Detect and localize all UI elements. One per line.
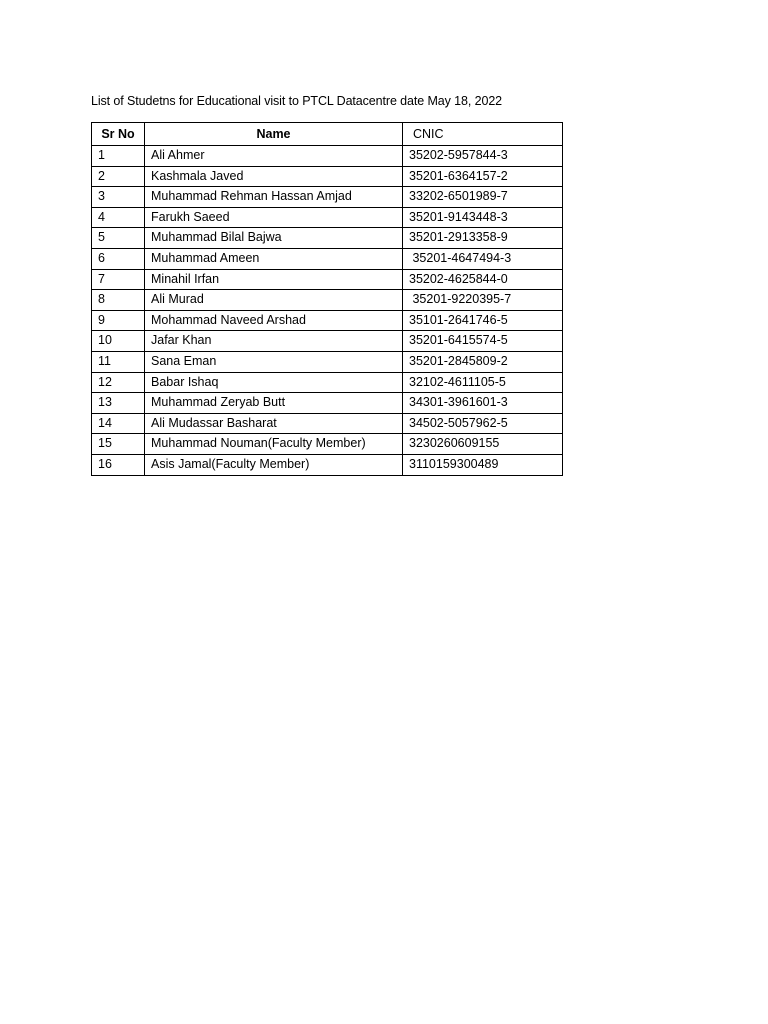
cell-cnic: 35201-2845809-2 xyxy=(403,351,563,372)
table-row xyxy=(92,372,563,393)
table-row xyxy=(92,393,563,414)
cell-cnic: 35201-9143448-3 xyxy=(403,207,563,228)
cell-cnic: 35202-4625844-0 xyxy=(403,269,563,290)
table-row xyxy=(92,269,563,290)
column-header-cnic: CNIC xyxy=(403,123,563,146)
cell-sr-no: 6 xyxy=(92,248,145,269)
student-list-table xyxy=(91,122,563,476)
table-row xyxy=(92,434,563,455)
cell-cnic: 34502-5057962-5 xyxy=(403,413,563,434)
cell-cnic: 35101-2641746-5 xyxy=(403,310,563,331)
table-row xyxy=(92,454,563,475)
cell-name: Muhammad Zeryab Butt xyxy=(145,393,403,414)
cell-name: Muhammad Rehman Hassan Amjad xyxy=(145,187,403,208)
table-row xyxy=(92,146,563,167)
cell-sr-no: 12 xyxy=(92,372,145,393)
cell-name: Sana Eman xyxy=(145,351,403,372)
table-row xyxy=(92,351,563,372)
cell-name: Asis Jamal(Faculty Member) xyxy=(145,454,403,475)
cell-sr-no: 16 xyxy=(92,454,145,475)
table-row xyxy=(92,413,563,434)
cell-name: Farukh Saeed xyxy=(145,207,403,228)
cell-cnic: 35201-9220395-7 xyxy=(403,290,563,311)
cell-sr-no: 15 xyxy=(92,434,145,455)
cell-cnic: 35201-6415574-5 xyxy=(403,331,563,352)
cell-name: Ali Ahmer xyxy=(145,146,403,167)
table-row xyxy=(92,310,563,331)
cell-name: Ali Murad xyxy=(145,290,403,311)
cell-cnic: 3110159300489 xyxy=(403,454,563,475)
document-title: List of Studetns for Educational visit to PTCL Datacentre date May 18, 2022 xyxy=(91,94,503,108)
column-header-sr-no: Sr No xyxy=(92,123,145,146)
cell-sr-no: 10 xyxy=(92,331,145,352)
cell-sr-no: 7 xyxy=(92,269,145,290)
table-row xyxy=(92,290,563,311)
cell-name: Kashmala Javed xyxy=(145,166,403,187)
cell-sr-no: 9 xyxy=(92,310,145,331)
cell-cnic: 35202-5957844-3 xyxy=(403,146,563,167)
cell-name: Mohammad Naveed Arshad xyxy=(145,310,403,331)
cell-cnic: 35201-4647494-3 xyxy=(403,248,563,269)
cell-sr-no: 1 xyxy=(92,146,145,167)
table-row xyxy=(92,166,563,187)
cell-cnic: 35201-2913358-9 xyxy=(403,228,563,249)
cell-name: Muhammad Bilal Bajwa xyxy=(145,228,403,249)
cell-sr-no: 2 xyxy=(92,166,145,187)
table-header-row xyxy=(92,123,563,146)
cell-cnic: 3230260609155 xyxy=(403,434,563,455)
cell-cnic: 33202-6501989-7 xyxy=(403,187,563,208)
cell-sr-no: 4 xyxy=(92,207,145,228)
cell-sr-no: 14 xyxy=(92,413,145,434)
cell-sr-no: 3 xyxy=(92,187,145,208)
cell-sr-no: 8 xyxy=(92,290,145,311)
cell-name: Jafar Khan xyxy=(145,331,403,352)
cell-cnic: 32102-4611105-5 xyxy=(403,372,563,393)
cell-name: Babar Ishaq xyxy=(145,372,403,393)
table-row xyxy=(92,248,563,269)
table-row xyxy=(92,228,563,249)
column-header-name: Name xyxy=(145,123,403,146)
cell-sr-no: 11 xyxy=(92,351,145,372)
cell-sr-no: 13 xyxy=(92,393,145,414)
cell-name: Ali Mudassar Basharat xyxy=(145,413,403,434)
table-row xyxy=(92,207,563,228)
table-body xyxy=(92,146,563,476)
table-row xyxy=(92,331,563,352)
cell-cnic: 35201-6364157-2 xyxy=(403,166,563,187)
table-row xyxy=(92,187,563,208)
cell-name: Muhammad Ameen xyxy=(145,248,403,269)
cell-name: Minahil Irfan xyxy=(145,269,403,290)
cell-name: Muhammad Nouman(Faculty Member) xyxy=(145,434,403,455)
cell-cnic: 34301-3961601-3 xyxy=(403,393,563,414)
cell-sr-no: 5 xyxy=(92,228,145,249)
